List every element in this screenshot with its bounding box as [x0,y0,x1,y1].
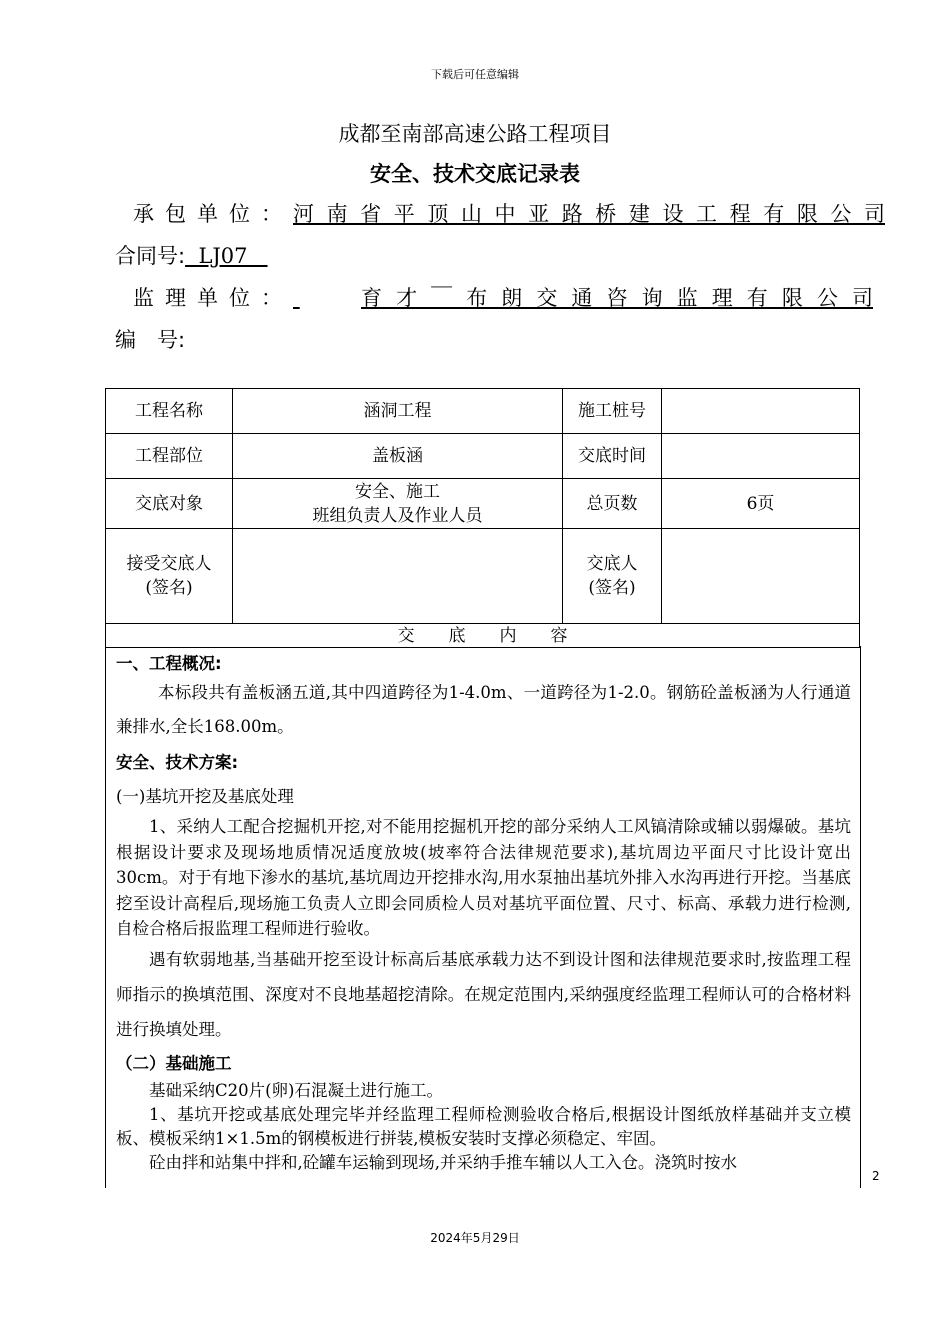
supervisor-row [115,282,883,312]
total-pages-label: 总页数 [563,479,662,529]
excavation-paragraph-2: 遇有软弱地基,当基础开挖至设计标高后基底承载力达不到设计图和法律规范要求时,按监理工程师指示的换填范围、深度对不良地基超挖清除。在规定范围内,采纳强度经监理工程师认可的合格材料进行换填处理。 [116,949,851,1039]
project-name: 涵洞工程 [233,389,563,434]
foundation-paragraph-3: 砼由拌和站集中拌和,砼罐车运输到现场,并采纳手推车辅以人工入仓。浇筑时按水 [149,1152,737,1172]
document-subtitle: 安全、技术交底记录表 [370,162,580,186]
content-header: 交 底 内 容 [106,624,860,648]
supervisor-label: 监理单位： [133,286,293,310]
number-label: 编 号: [115,328,186,352]
contractor-value: 河南省平顶山中亚路桥建设工程有限公司 [293,202,885,226]
section-overview-heading: 一、工程概况: [116,654,222,673]
excavation-paragraph-1: 1、采纳人工配合挖掘机开挖,对不能用挖掘机开挖的部分采纳人工风镐清除或辅以弱爆破。基坑根据设计要求及现场地质情况适度放坡(坡率符合法律规范要求),基坑周边平面尺寸比设计宽出30cm。对于有地下渗水的基坑,基坑周边开挖排水沟,用水泵抽出基坑外排入水沟再进行开挖。当基底挖至设计高程后,现场施工负责人立即会同质检人员对基坑平面位置、尺寸、标高、承载力进行检测,自检合格后报监理工程师进行验收。 [116,817,851,938]
section-plan-heading: 安全、技术方案: [116,753,239,772]
supervisor-underline-pad [293,286,347,310]
overview-paragraph: 本标段共有盖板涵五道,其中四道跨径为1-4.0m、一道跨径为1-2.0。钢筋砼盖板涵为人行通道兼排水,全长168.00m。 [116,683,851,736]
station-label: 施工桩号 [563,389,662,434]
station-value [662,389,860,434]
document-title: 成都至南部高速公路工程项目 [338,122,612,146]
foundation-paragraph-1: 基础采纳C20片(卵)石混凝土进行施工。 [149,1080,443,1100]
giver-signature-label: 交底人 (签名) [563,529,662,624]
project-part: 盖板涵 [233,434,563,479]
total-pages-value: 6页 [662,479,860,529]
receiver-signature-label: 接受交底人 (签名) [106,529,233,624]
foundation-paragraph-2: 1、基坑开挖或基底处理完毕并经监理工程师检测验收合格后,根据设计图纸放样基础并支立模板、模板采纳1×1.5m的钢模板进行拼装,模板安装时支撑必须稳定、牢固。 [116,1104,851,1148]
contract-no-row [115,240,883,270]
handover-content [105,646,861,1188]
contractor-label: 承包单位： [133,202,293,226]
header-note: 下载后可任意编辑 [431,68,519,81]
handover-time-value [662,434,860,479]
project-part-label: 工程部位 [106,434,233,479]
footer-date: 2024年5月29日 [430,1231,520,1245]
contract-no-label: 合同号: [115,244,186,268]
number-row [115,324,883,354]
supervisor-value: 育才￣布朗交通咨询监理有限公司 [361,286,873,310]
receiver-signature-field [233,529,563,624]
project-name-label: 工程名称 [106,389,233,434]
target-label: 交底对象 [106,479,233,529]
giver-signature-field [662,529,860,624]
handover-info-table [105,388,860,648]
subsection-foundation-heading: （二）基础施工 [116,1053,232,1073]
target-value: 安全、施工 班组负责人及作业人员 [233,479,563,529]
subsection-excavation-heading: (一)基坑开挖及基底处理 [116,787,294,806]
contract-no-value: LJ07 [198,244,248,268]
page-number: 2 [872,1169,880,1183]
handover-time-label: 交底时间 [563,434,662,479]
contractor-row [115,198,883,228]
